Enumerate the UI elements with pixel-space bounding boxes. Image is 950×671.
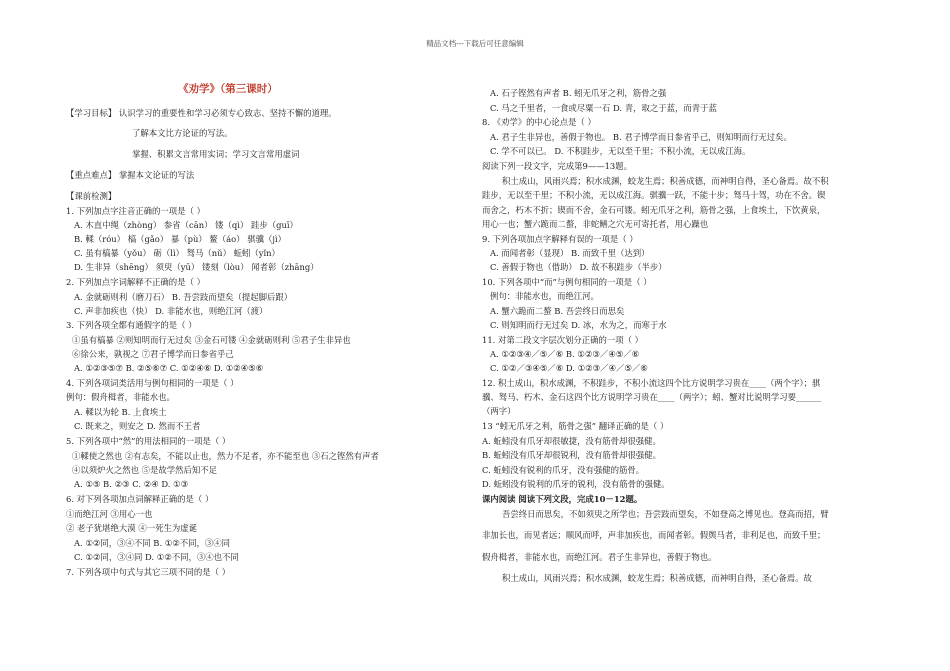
left-line: A. 金就砺则利（磨刀石） B. 吾尝跂而望矣（提起脚后跟） — [74, 292, 293, 302]
right-line: 8. 《劝学》的中心论点是（ ） — [482, 117, 596, 127]
page-title: 《劝学》（第三课时） — [178, 83, 278, 95]
right-line: A. 蚯蚓没有爪牙却很敏捷，没有筋骨却很强健。 — [482, 436, 661, 446]
left-line: 5. 下列各项中“然”的用法相同的一项是（ ） — [66, 436, 231, 446]
left-line: A. ①⑤ B. ②③ C. ②④ D. ①③ — [74, 479, 189, 489]
left-line: C. 声非加疾也（快） D. 非能水也，则绝江河（渡） — [74, 306, 268, 316]
right-line: 骥、驽马、朽木、金石这四个比方说明学习贵在____（两字）；蚓、蟹对比说明学习要______ — [482, 392, 822, 402]
left-line: ② 老子犹堪绝大漠 ④一死生为虚诞 — [66, 523, 197, 533]
left-line: 1. 下列加点字注音正确的一项是（ ） — [66, 206, 205, 216]
right-line-passage: 积土成山，风雨兴焉；积水成渊，蛟龙生焉；积善成德，而神明自得，圣心备焉。故不积 — [502, 176, 829, 186]
right-line: C. 马之千里者，一食或尽粟一石 D. 青，取之于蓝，而青于蓝 — [490, 103, 717, 113]
right-line-passage: 跬步，无以至千里；不积小流，无以成江海。骐骥一跃，不能十步；驽马十驾，功在不舍。锲 — [482, 190, 826, 200]
left-line: ①而绝江河 ③用心一也 — [66, 509, 153, 519]
right-line: C. ①②／③④⑤／⑥ D. ①②③／④／⑤／⑥ — [490, 363, 648, 373]
left-line-learning-goal: 【学习目标】 认识学习的重要性和学习必须专心致志、坚持不懈的道理。 — [66, 108, 337, 118]
left-line: 例句：假舟楫者，非能水也。 — [66, 392, 175, 402]
left-line: ④以须炉火之然也 ⑤是故学然后知不足 — [72, 465, 218, 475]
right-line: 13 “蚓无爪牙之利，筋骨之强” 翻译正确的是（ ） — [482, 421, 669, 431]
left-line: 6. 对下列各项加点词解释正确的是（ ） — [66, 494, 214, 504]
right-line: 例句：非能水也，而绝江河。 — [490, 291, 599, 301]
right-line: （两字） — [482, 406, 516, 416]
left-line: C. ①②同，③④同 D. ①②不同，③④也不同 — [74, 552, 239, 562]
left-line-key-points: 【重点难点】 掌握本文论证的写法 — [66, 170, 195, 180]
left-line: 7. 下列各项中句式与其它三项不同的是（ ） — [66, 567, 231, 577]
left-line: 了解本文比方论证的写法。 — [132, 128, 233, 138]
right-line: D. 蚯蚓没有锐利的爪牙的锐利，没有筋骨的强健。 — [482, 479, 670, 489]
right-line-passage: 假舟楫者，非能水也，而绝江河。君子生非异也，善假于物也。 — [482, 552, 717, 562]
right-line-passage: 吾尝终日而思矣，不如须臾之所学也；吾尝跂而望矣，不如登高之博见也。登高而招，臂 — [502, 509, 829, 519]
left-line: B. 輮（róu） 槁（gǎo） 暴（pù） 鳌（áo） 骐骥（jì） — [74, 234, 287, 244]
header-note: 精品文档---下载后可任意编辑 — [426, 39, 524, 48]
right-line: 12. 积土成山，积水成渊，不积跬步，不积小流这四个比方说明学习贵在____（两个字）；骐 — [482, 378, 821, 388]
right-line: 10. 下列各项中“而”与例句相同的一项是（ ） — [482, 277, 652, 287]
right-line-passage: 积土成山，风雨兴焉；积水成渊，蛟龙生焉；积善成德，而神明自得，圣心备焉。故 — [502, 573, 812, 583]
left-line: ①虽有槁暴 ②则知明而行无过矣 ③金石可镂 ④金就砺则利 ⑤君子生非异也 — [72, 335, 351, 345]
left-line: A. ①②同，③④不同 B. ①②不同，③④同 — [74, 538, 231, 548]
left-line: 4. 下列各项词类活用与例句相同的一项是（ ） — [66, 378, 239, 388]
left-line: 掌握、积累文言常用实词；学习文言常用虚词 — [132, 149, 300, 159]
right-line: A. 石子铿然有声者 B. 蚓无爪牙之利，筋骨之强 — [490, 88, 667, 98]
left-line: C. 既来之，则安之 D. 然而不王者 — [74, 421, 201, 431]
left-line: D. 生非异（shēng） 须臾（yū） 镂刻（lòu） 闻者彰（zhāng） — [74, 262, 319, 272]
right-line: A. 蟹六跪而二螯 B. 吾尝终日而思矣 — [490, 306, 625, 316]
right-line: C. 蚯蚓没有锐利的爪牙，没有强健的筋骨。 — [482, 465, 645, 475]
right-line: 阅读下列一段文字，完成第9——13题。 — [482, 161, 632, 171]
right-line: C. 则知明而行无过矣 D. 冰，水为之，而寒于水 — [490, 320, 667, 330]
right-line: A. 而闻者彰（显现） B. 而致千里（达到） — [490, 248, 650, 258]
left-line: 3. 下列各项全都有通假字的是（ ） — [66, 320, 197, 330]
left-line: ⑥徐公来，孰视之 ⑦君子博学而日参省乎己 — [72, 349, 234, 359]
right-line: B. 蚯蚓没有爪牙却很锐利，没有筋骨却很强健。 — [482, 450, 661, 460]
right-line-passage: 用心一也；蟹六跪而二螯，非蛇鳝之穴无可寄托者，用心躁也 — [482, 219, 709, 229]
left-line-pretest-heading: 【课前检测】 — [66, 191, 117, 201]
left-line: A. 輮以为轮 B. 上食埃土 — [74, 407, 167, 417]
right-line: C. 善假于物也（借助） D. 故不积跬步（半步） — [490, 262, 667, 272]
right-line: A. ①②③④／⑤／⑥ B. ①②③／④⑤／⑥ — [490, 349, 640, 359]
right-line: C. 学不可以已。 D. 不积跬步，无以至千里；不积小流，无以成江海。 — [490, 146, 751, 156]
right-line-passage: 而舍之，朽木不折；锲而不舍，金石可镂。蚓无爪牙之利，筋骨之强，上食埃土，下饮黄泉， — [482, 205, 826, 215]
left-line: A. 木直中绳（zhòng） 参省（cān） 镂（qì） 跬步（guī） — [74, 220, 298, 230]
left-line: ①輮使之然也 ②有志矣，不能以止也，然力不足者，亦不能至也 ③石之铿然有声者 — [72, 451, 379, 461]
right-line-reading-heading: 课内阅读 阅读下列文段，完成10－12题。 — [482, 494, 643, 504]
left-line: C. 虽有槁暴（yǒu） 砺（lì） 驽马（nǔ） 蚯蚓（yǐn） — [74, 248, 280, 258]
left-line: 2. 下列加点字词解释不正确的是（ ） — [66, 277, 205, 287]
left-line: A. ①②③⑤⑦ B. ②⑤⑥⑦ C. ①②④⑥ D. ①②④⑤⑥ — [74, 363, 264, 373]
right-line: A. 君子生非异也，善假于物也。 B. 君子博学而日参省乎己，则知明而行无过矣。 — [490, 132, 792, 142]
right-line: 11. 对第二段文字层次划分正确的一项（ ） — [482, 335, 644, 345]
right-line-passage: 非加长也，而见者远；顺风而呼，声非加疾也，而闻者彰。假舆马者，非利足也，而致千里； — [482, 530, 826, 540]
right-line: 9. 下列各项加点字解释有误的一项是（ ） — [482, 234, 638, 244]
